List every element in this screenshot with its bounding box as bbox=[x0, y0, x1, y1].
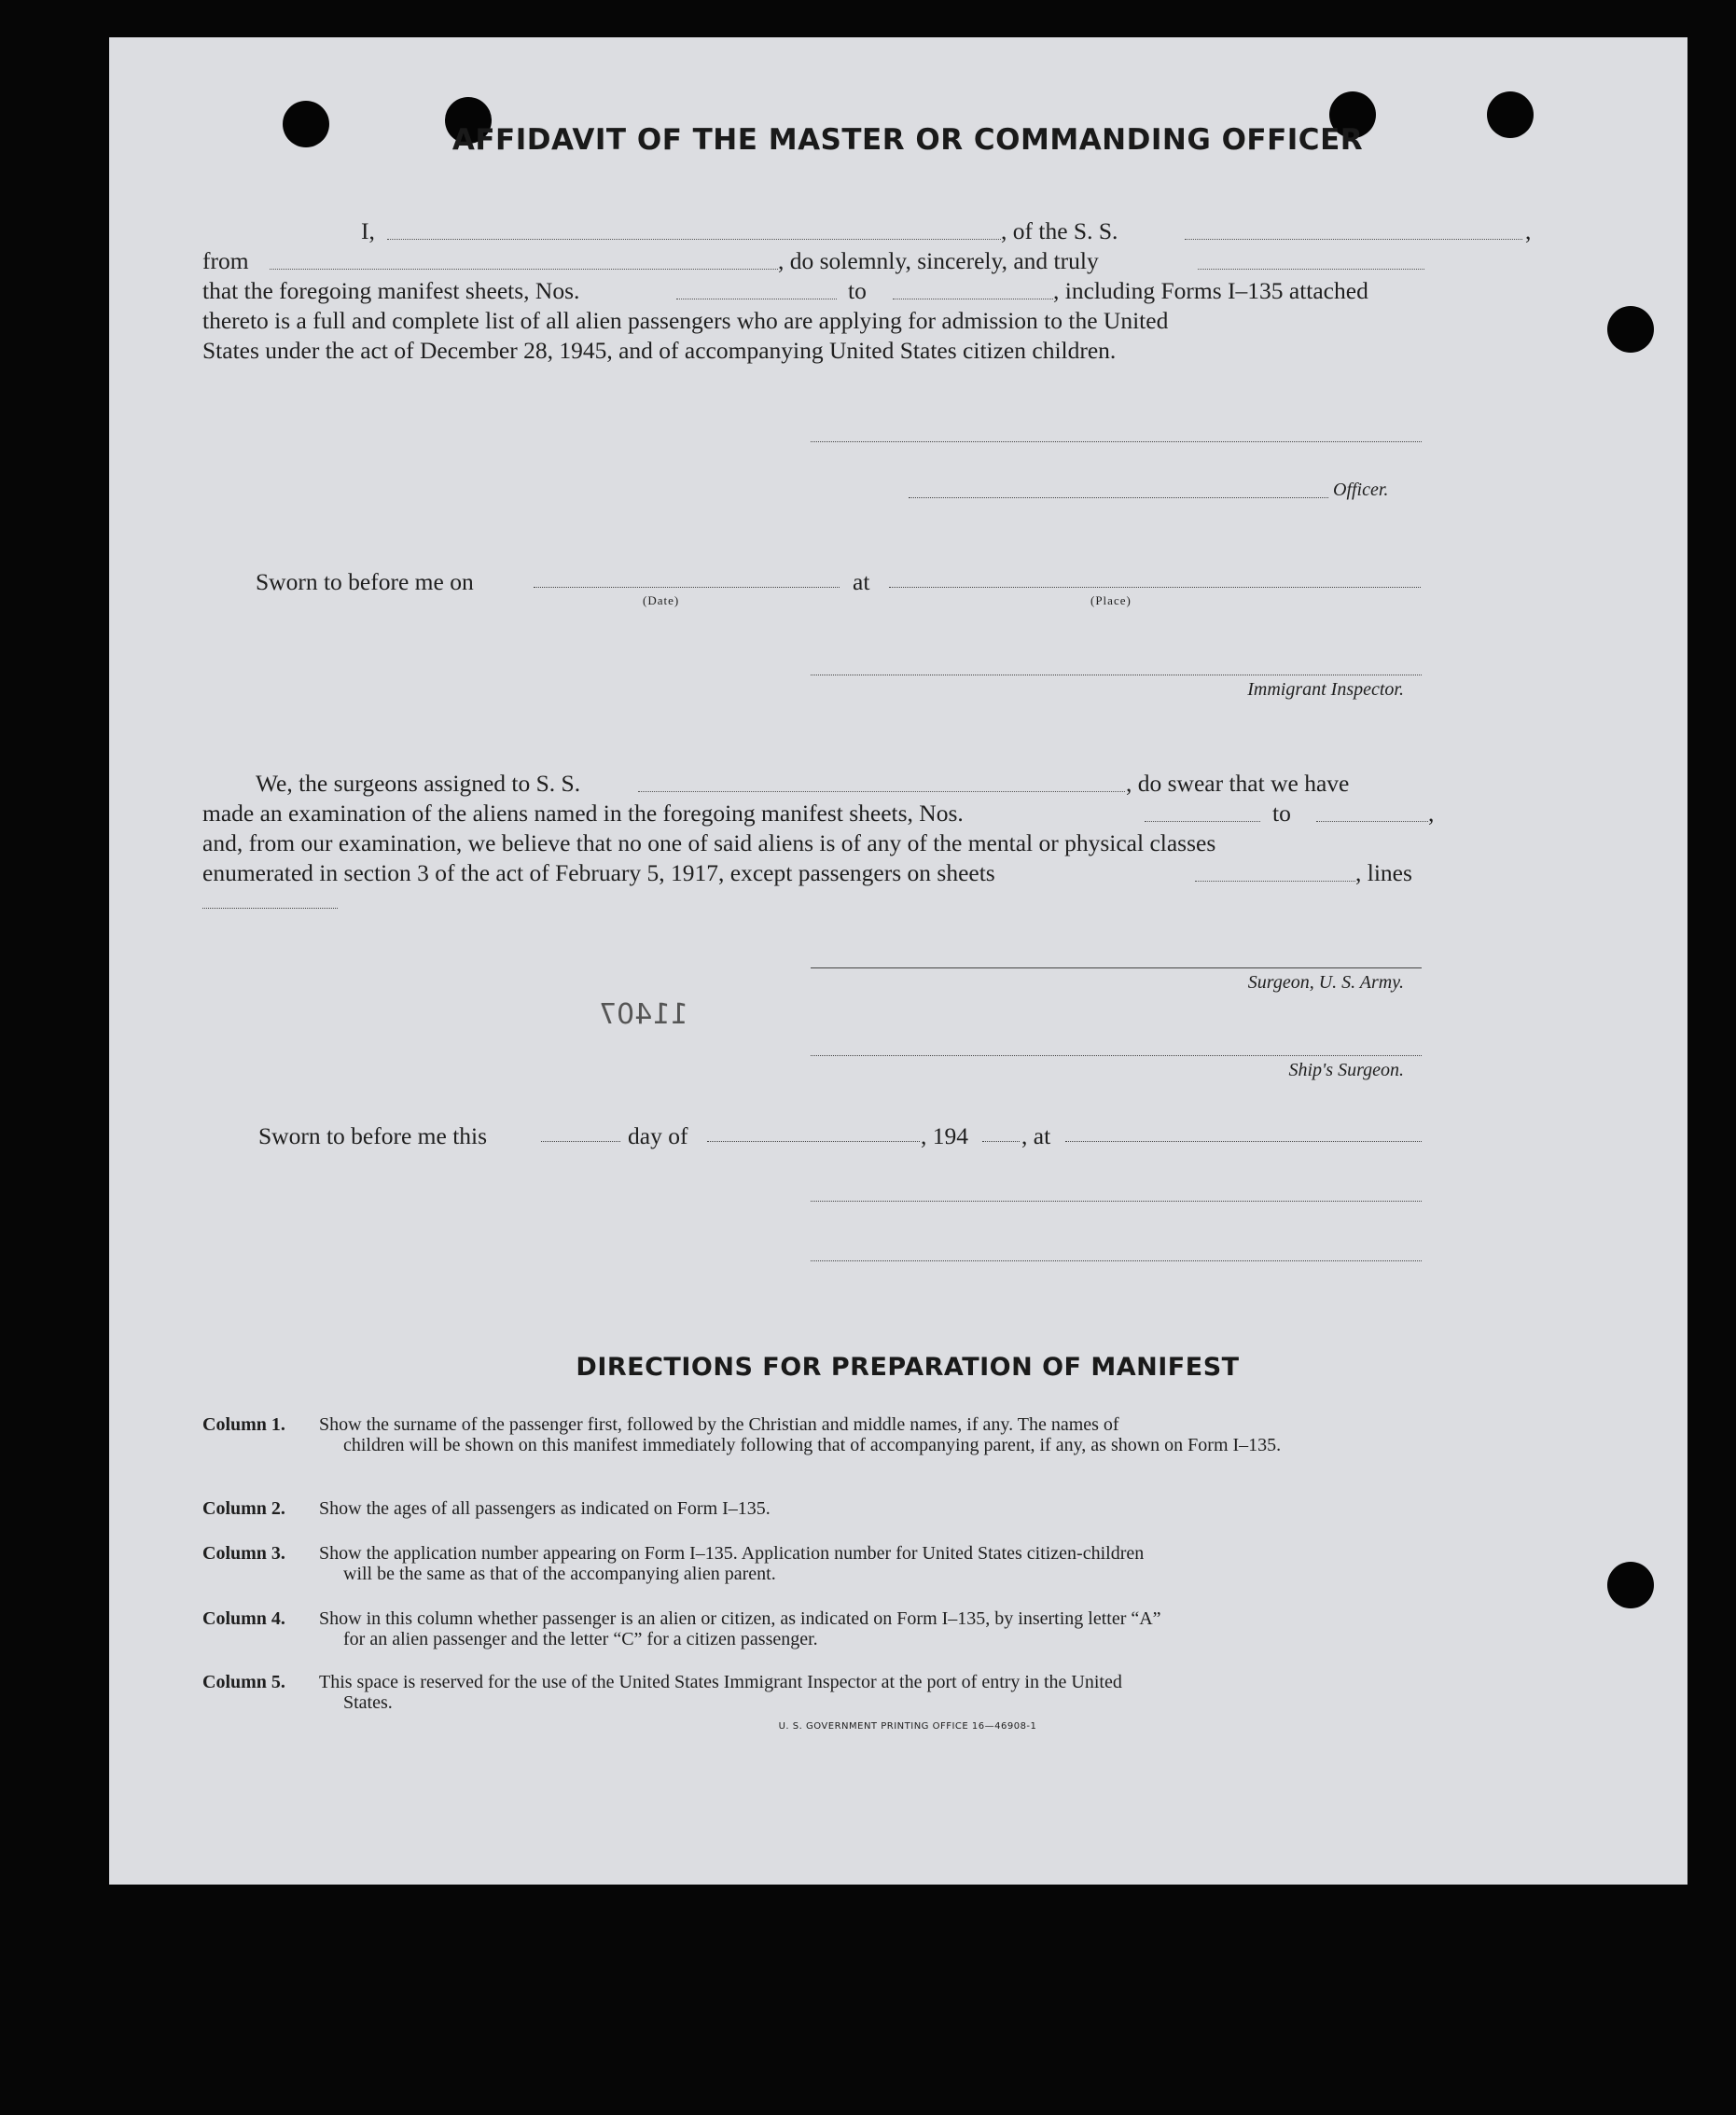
sworn-before-me-on-label: Sworn to before me on bbox=[256, 568, 474, 595]
sworn-this-label: Sworn to before me this bbox=[258, 1122, 488, 1149]
year-prefix-label: , 194 bbox=[921, 1122, 968, 1149]
printing-office-imprint: U. S. GOVERNMENT PRINTING OFFICE 16—46908-1 bbox=[778, 1721, 1037, 1732]
sheets-from-field[interactable] bbox=[676, 278, 837, 299]
sworn-day-field[interactable] bbox=[541, 1140, 620, 1142]
ship-name-field[interactable] bbox=[1185, 218, 1522, 240]
sworn-year-field[interactable] bbox=[982, 1140, 1020, 1142]
name-field[interactable] bbox=[387, 218, 1001, 240]
lines-field[interactable] bbox=[202, 907, 338, 909]
ships-surgeon-signature-line[interactable] bbox=[811, 1054, 1422, 1056]
direction-column-3: Column 3. Show the application number appearing on Form I–135. Application number for United States citizen-children will be the same as that of the accompanying alien parent. bbox=[202, 1543, 1145, 1584]
army-surgeon-caption: Surgeon, U. S. Army. bbox=[1247, 972, 1404, 993]
punch-hole bbox=[1607, 306, 1654, 353]
from-port-field[interactable] bbox=[270, 248, 778, 270]
sworn-at-label-2: , at bbox=[1021, 1122, 1051, 1149]
directions-title: DIRECTIONS FOR PREPARATION OF MANIFEST bbox=[576, 1353, 1240, 1382]
oath-field[interactable] bbox=[1198, 248, 1424, 270]
master-signature-line[interactable] bbox=[811, 440, 1422, 442]
affidavit-line-4: thereto is a full and complete list of all alien passengers who are applying for admission to the United bbox=[202, 307, 1169, 334]
date-sublabel: (Date) bbox=[643, 593, 680, 607]
surgeon-sheets-from-field[interactable] bbox=[1145, 800, 1260, 822]
place-sublabel: (Place) bbox=[1090, 593, 1132, 607]
direction-column-5: Column 5. This space is reserved for the use of the United States Immigrant Inspector at the port of entry in the United States. bbox=[202, 1672, 1122, 1713]
direction-column-4: Column 4. Show in this column whether passenger is an alien or citizen, as indicated on Form I–135, by inserting letter “A” for an alien passenger and the letter “C” for a citizen passenger. bbox=[202, 1608, 1161, 1649]
affidavit-title: AFFIDAVIT OF THE MASTER OR COMMANDING OFFICER bbox=[451, 123, 1364, 157]
official-title-line[interactable] bbox=[811, 1259, 1422, 1261]
sworn-place-field-2[interactable] bbox=[1065, 1140, 1422, 1142]
surgeon-sheets-to-field[interactable] bbox=[1316, 800, 1428, 822]
sworn-date-field[interactable] bbox=[534, 586, 840, 588]
handwritten-number: 11407 bbox=[599, 998, 688, 1031]
punch-hole bbox=[1607, 1562, 1654, 1608]
officer-caption: Officer. bbox=[1333, 480, 1389, 500]
manifest-reverse-page: AFFIDAVIT OF THE MASTER OR COMMANDING OFFICER I, , of the S. S. , from , do solemnly, sincerely, and truly that the foregoing manifest sheets, Nos. to , including Forms I–135 attached thereto is a full and complete list of all alien passengers who are applying for admission to the United States under the act of December 28, 1945, and of accompanying United States citizen children. Officer. Sworn to before me on at (Date) (Place) Immigrant Inspector. We, the surgeons assigned to S. S. , do swear that we have made an examination of the aliens named in the foregoing manifest sheets, Nos. to , and, from our examination, we believe that no one of said aliens is of any of the mental or physical classes enumerated in section 3 of the act of February 5, 1917, except passengers on sheets , lines Surgeon, U. S. Army. 11407 Ship's Surgeon. Sworn to before me this day of , 194 , at DIRECTIONS FOR PREPARATION OF MANIFEST Column 1. Show the surname of the passenger first, followed by the Christian and middle names, if any. The names of children will be shown on this manifest immediately following that of accompanying parent, if any, as shown on Form I–135. Column 2. Show the ages of all passengers as indicated on Form I–135. Column 3. Show the application number appearing on Form I–135. Application number for United States citizen-children will be the same as that of the accompanying alien parent. Column 4. Show in this column whether passenger is an alien or citizen, as indicated on Form I–135, by inserting letter “A” for an alien passenger and the letter “C” for a citizen passenger. Column 5. This space is reserved for the use of the United States Immigrant Inspector at the port of entry in the United States. U. S. GOVERNMENT PRINTING OFFICE 16—46908-1 bbox=[109, 37, 1687, 1885]
official-signature-line[interactable] bbox=[811, 1200, 1422, 1202]
officer-signature-line[interactable] bbox=[909, 496, 1328, 498]
army-surgeon-signature-line[interactable] bbox=[811, 967, 1422, 968]
inspector-signature-line[interactable] bbox=[811, 674, 1422, 675]
surgeons-line-3: and, from our examination, we believe that no one of said aliens is of any of the mental or physical classes bbox=[202, 829, 1216, 856]
direction-column-2: Column 2. Show the ages of all passengers as indicated on Form I–135. bbox=[202, 1498, 771, 1519]
inspector-caption: Immigrant Inspector. bbox=[1247, 679, 1404, 700]
sworn-at-label: at bbox=[853, 568, 870, 595]
except-sheets-field[interactable] bbox=[1195, 860, 1355, 882]
sheets-to-field[interactable] bbox=[893, 278, 1053, 299]
surgeon-ship-field[interactable] bbox=[638, 771, 1125, 792]
ships-surgeon-caption: Ship's Surgeon. bbox=[1288, 1060, 1404, 1080]
day-of-label: day of bbox=[628, 1122, 688, 1149]
affidavit-line-5: States under the act of December 28, 1945, and of accompanying United States citizen children. bbox=[202, 337, 1117, 364]
sworn-place-field[interactable] bbox=[889, 586, 1421, 588]
sworn-month-field[interactable] bbox=[707, 1140, 920, 1142]
direction-column-1: Column 1. Show the surname of the passenger first, followed by the Christian and middle names, if any. The names of children will be shown on this manifest immediately following that of accompanying parent, if any, as shown on Form I–135. bbox=[202, 1414, 1282, 1455]
